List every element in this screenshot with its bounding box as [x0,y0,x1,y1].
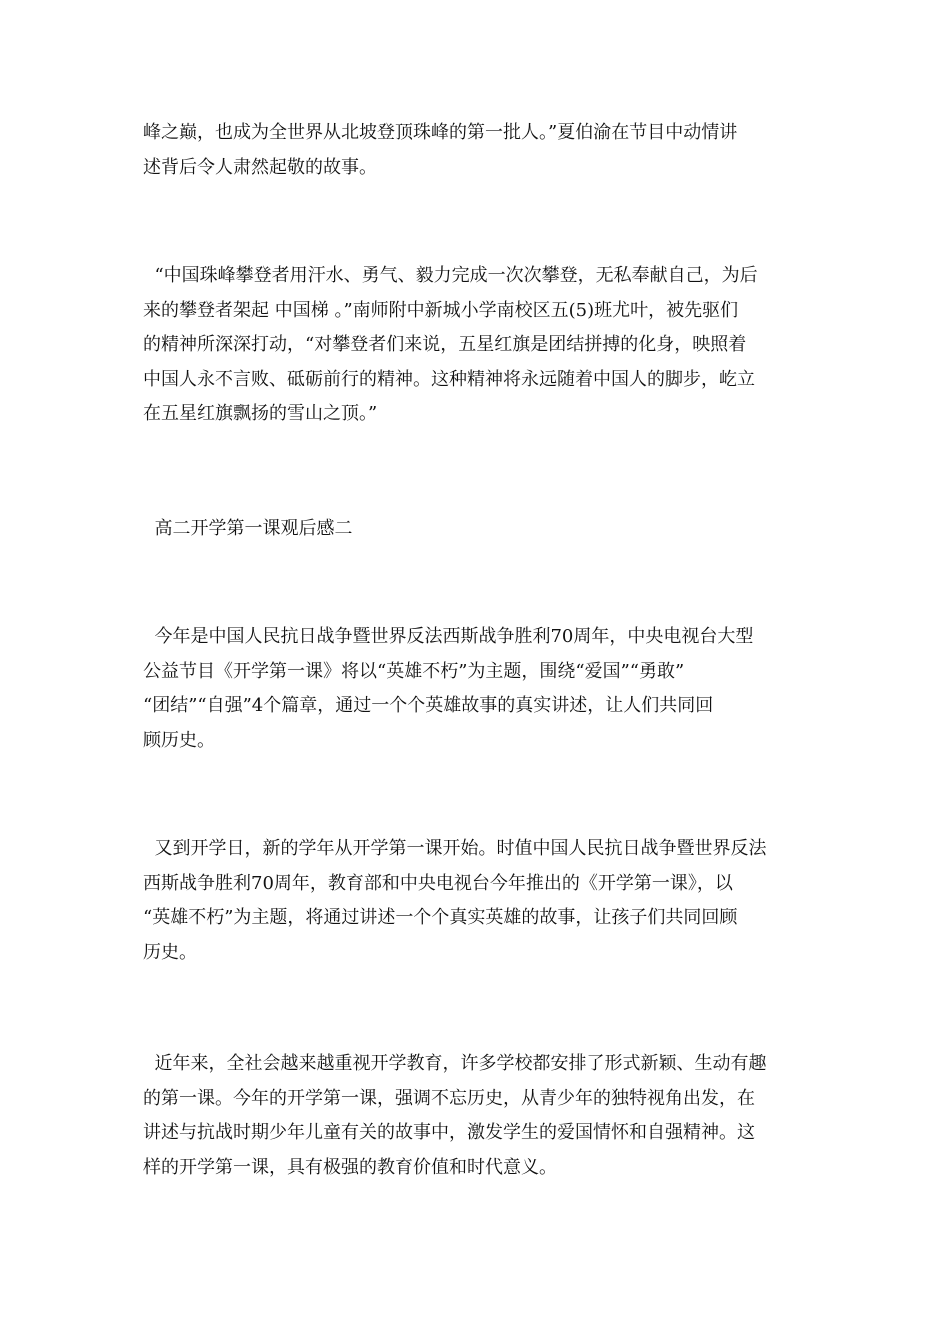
text-line: 近年来，全社会越来越重视开学教育，许多学校都安排了形式新颖、生动有趣 [143,1053,767,1074]
heading-text: 高二开学第一课观后感二 [143,518,353,539]
text-line: 述背后令人肃然起敬的故事。 [143,156,377,178]
text-line: 峰之巅，也成为全世界从北坡登顶珠峰的第一批人。”夏伯渝在节目中动情讲 [143,122,738,143]
text-line: 在五星红旗飘扬的雪山之顶。” [143,403,378,424]
text-line: 西斯战争胜利70周年，教育部和中央电视台今年推出的《开学第一课》，以 [143,872,733,894]
section-heading [143,512,813,547]
text-line: 的精神所深深打动，“对攀登者们来说，五星红旗是团结拼搏的化身，映照着 [143,334,747,355]
paragraph-3 [143,620,813,758]
text-line: “中国珠峰攀登者用汗水、勇气、毅力完成一次次攀登，无私奉献自己，为后 [143,265,758,286]
text-line: 顾历史。 [143,729,215,751]
text-line: 样的开学第一课，具有极强的教育价值和时代意义。 [143,1156,557,1178]
text-line: 公益节目《开学第一课》将以“英雄不朽”为主题，围绕“爱国”“勇敢” [143,660,685,682]
text-line: 来的攀登者架起 中国梯 。”南师附中新城小学南校区五(5)班尤叶，被先驱们 [143,299,739,321]
paragraph-4 [143,832,813,970]
text-line: 今年是中国人民抗日战争暨世界反法西斯战争胜利70周年，中央电视台大型 [143,626,754,647]
text-line: 的第一课。今年的开学第一课，强调不忘历史，从青少年的独特视角出发，在 [143,1087,755,1109]
text-line: 历史。 [143,941,197,963]
text-line: “团结”“自强”4个篇章，通过一个个英雄故事的真实讲述，让人们共同回 [143,695,714,716]
paragraph-2 [143,259,813,432]
text-line: 又到开学日，新的学年从开学第一课开始。时值中国人民抗日战争暨世界反法 [143,838,767,859]
text-line: 讲述与抗战时期少年儿童有关的故事中，激发学生的爱国情怀和自强精神。这 [143,1122,755,1143]
paragraph-1 [143,116,813,185]
text-line: 中国人永不言败、砥砺前行的精神。这种精神将永远随着中国人的脚步，屹立 [143,368,755,390]
paragraph-5 [143,1047,813,1185]
text-line: “英雄不朽”为主题，将通过讲述一个个真实英雄的故事，让孩子们共同回顾 [143,907,738,928]
